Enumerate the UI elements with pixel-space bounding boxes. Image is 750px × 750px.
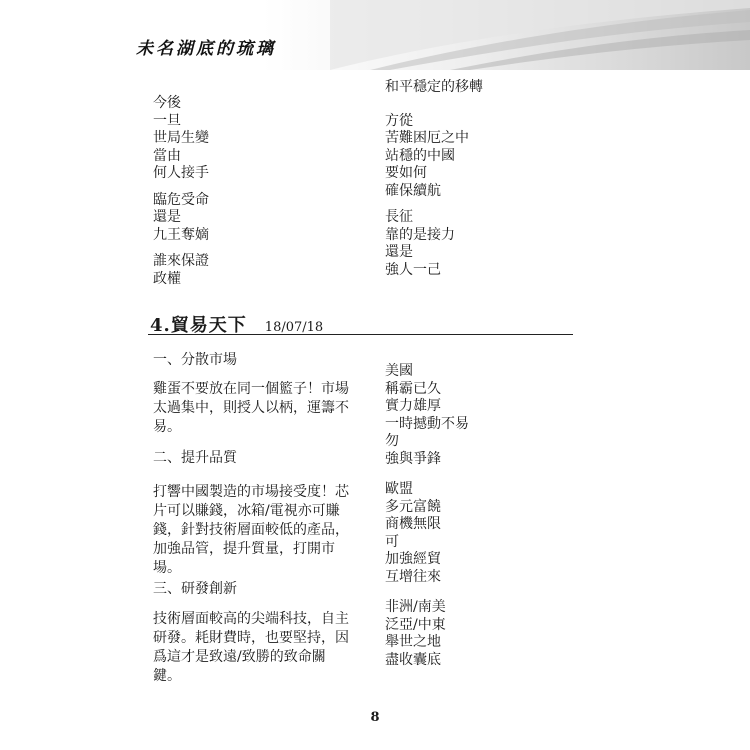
section-divider [148, 334, 573, 335]
header-decoration [330, 0, 750, 70]
paragraph-line: 研發。耗財費時，也要堅持，因 [153, 630, 349, 646]
subheading-1: 一、分散市場 [153, 352, 237, 368]
poem-line: 加強經貿 [385, 551, 441, 567]
poem-line: 舉世之地 [385, 634, 441, 650]
poem-line: 確保續航 [385, 182, 441, 199]
paragraph-line: 加強品管，提升質量，打開市 [153, 541, 335, 557]
poem-line: 美國 [385, 363, 413, 379]
poem-line: 世局生變 [153, 130, 209, 146]
paragraph-line: 技術層面較高的尖端科技，自主 [153, 611, 349, 627]
poem-line: 靠的是接力 [385, 226, 455, 243]
poem-line: 歐盟 [385, 481, 413, 497]
poem-line: 泛亞/中東 [385, 616, 446, 633]
poem-line: 可 [385, 533, 399, 550]
paragraph-line: 場。 [153, 560, 181, 576]
poem-line: 多元富饒 [385, 498, 441, 515]
poem-line: 要如何 [385, 165, 427, 181]
poem-line: 非洲/南美 [385, 599, 446, 615]
subheading-3: 三、研發創新 [153, 581, 237, 597]
poem-line: 強人一己 [385, 261, 441, 278]
paragraph-line: 爲這才是致遠/致勝的致命關 [153, 649, 326, 665]
top-right-poem [385, 79, 483, 279]
top-left-poem [153, 95, 209, 288]
poem-line: 政權 [153, 270, 181, 287]
poem-line: 苦難困厄之中 [385, 130, 469, 146]
paragraph-line: 錢，針對技術層面較低的產品， [153, 522, 349, 538]
poem-line: 一時撼動不易 [385, 415, 469, 432]
poem-line: 稱霸已久 [385, 380, 441, 397]
poem-line: 商機無限 [385, 516, 441, 532]
section-title: 4.貿易天下 [150, 315, 247, 336]
section-date: 18/07/18 [264, 320, 324, 335]
poem-line: 誰來保證 [153, 253, 209, 269]
right-column-poem [385, 363, 469, 669]
paragraph-line: 太過集中，則授人以柄，運籌不 [153, 400, 349, 416]
poem-line: 方從 [385, 112, 413, 129]
poem-line: 互增往來 [385, 568, 441, 585]
poem-line: 強與爭鋒 [385, 450, 441, 467]
poem-line: 盡收囊底 [385, 651, 441, 668]
paragraph-2 [153, 483, 373, 578]
poem-line: 一旦 [153, 112, 181, 129]
poem-line: 臨危受命 [153, 191, 209, 208]
paragraph-line: 雞蛋不要放在同一個籃子！市場 [153, 381, 349, 397]
book-title: 未名湖底的琉璃 [136, 39, 276, 59]
poem-line: 今後 [153, 95, 181, 111]
paragraph-line: 鍵。 [153, 668, 181, 684]
poem-line: 九王奪嫡 [153, 226, 209, 243]
poem-line: 還是 [385, 244, 413, 260]
poem-line: 站穩的中國 [385, 147, 455, 164]
page-number: 8 [370, 710, 380, 725]
poem-line: 和平穩定的移轉 [385, 79, 483, 95]
paragraph-line: 片可以賺錢，冰箱/電視亦可賺 [153, 503, 340, 519]
poem-line: 當由 [153, 147, 181, 164]
paragraph-line: 易。 [153, 419, 181, 435]
poem-line: 何人接手 [153, 165, 209, 181]
paragraph-line: 打響中國製造的市場接受度！芯 [153, 484, 349, 500]
paragraph-3 [153, 610, 373, 686]
poem-line: 還是 [153, 209, 181, 225]
poem-line: 長征 [385, 209, 413, 225]
subheading-2: 二、提升品質 [153, 450, 237, 466]
poem-line: 勿 [385, 433, 399, 449]
paragraph-1 [153, 380, 373, 437]
poem-line: 實力雄厚 [385, 398, 441, 414]
